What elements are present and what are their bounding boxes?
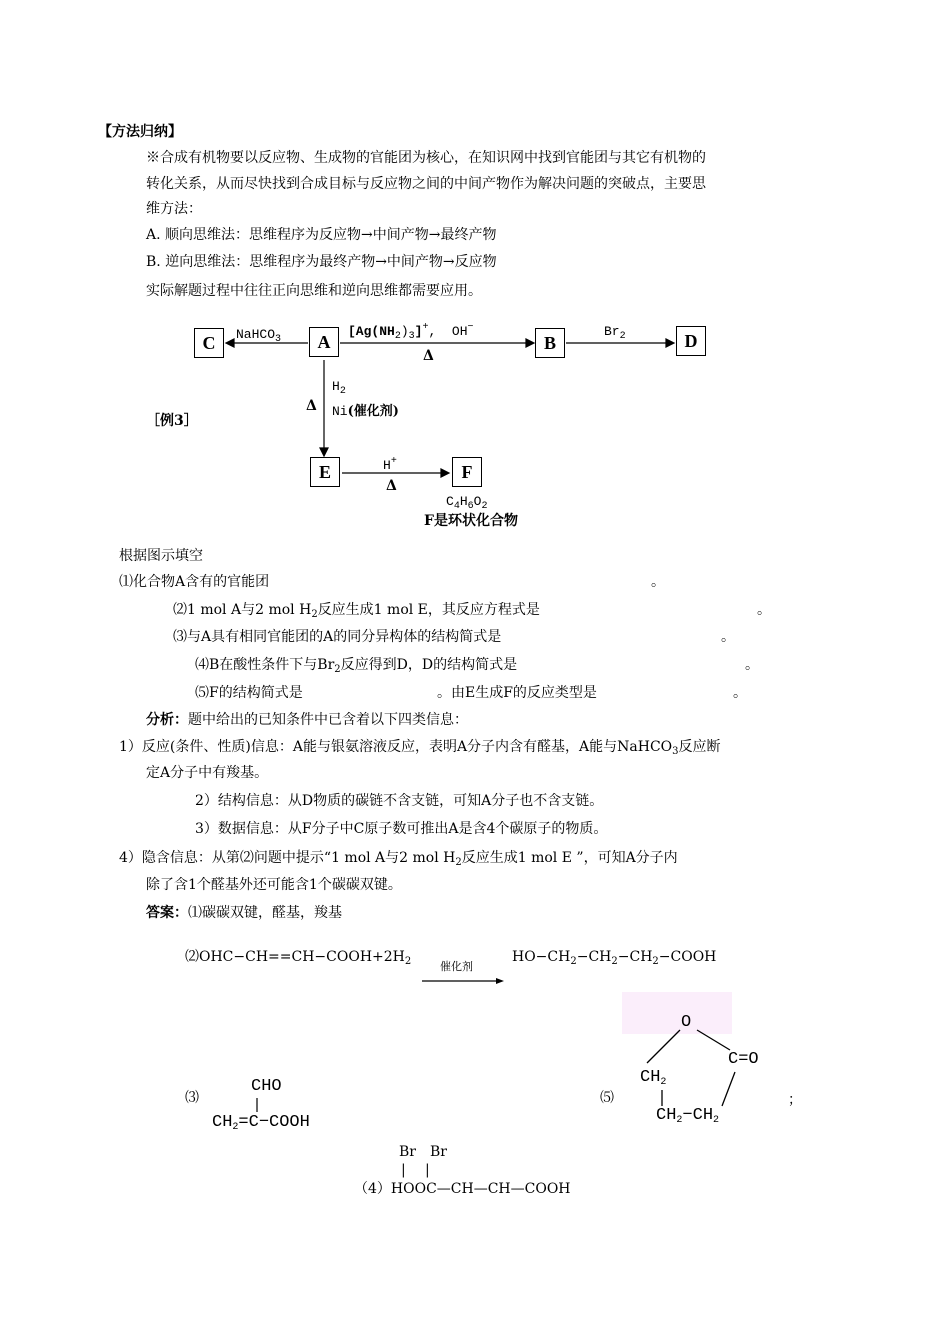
f-molecular-formula: $C_4H_6O_2$ <box>446 494 488 512</box>
compound-f-box: F <box>452 457 482 487</box>
analysis-point-2: 2）结构信息：从D物质的碳链不含支链，可知A分子也不含支链。 <box>195 793 604 809</box>
method-b: B. 逆向思维法：思维程序为最终产物→中间产物→反应物 <box>146 254 497 270</box>
answer-4-br-2: Br <box>430 1144 447 1160</box>
question-3-end: 。 <box>721 629 735 645</box>
answer-5-semicolon: ； <box>788 1092 802 1108</box>
analysis-point-3: 3）数据信息：从F分子中C原子数可推出A是含4个碳原子的物质。 <box>195 821 608 837</box>
reagent-h2: $H_2$ <box>332 379 346 397</box>
answer-3-cho: CHO <box>251 1077 282 1096</box>
question-5b: 。由E生成F的反应类型是 <box>437 685 597 701</box>
intro-line-1: ※合成有机物要以反应物、生成物的官能团为核心，在知识网中找到官能团与其它有机物的 <box>146 150 706 166</box>
analysis-point-4-cont: 除了含1个醛基外还可能含1个碳碳双键。 <box>146 877 402 893</box>
answer-5-label: ⑸ <box>600 1090 614 1106</box>
heat-symbol-ab: Δ <box>423 348 434 364</box>
answer-1: 答案：⑴碳碳双键，醛基，羧基 <box>146 905 342 921</box>
question-5-end: 。 <box>733 685 747 701</box>
compound-e-box: E <box>310 457 340 487</box>
answer-3-label: ⑶ <box>185 1090 199 1106</box>
method-a: A. 顺向思维法：思维程序为反应物→中间产物→最终产物 <box>146 227 497 243</box>
answer-4-bond-1: | <box>401 1162 406 1178</box>
reagent-a-to-b: $[Ag(NH_2)_3]^+$, OH− <box>348 322 474 342</box>
question-3: ⑶与A具有相同官能团的A的同分异构体的结构简式是 <box>173 629 502 645</box>
answer-4-br-1: Br <box>399 1144 416 1160</box>
answer-5-ch2-bottom: $CH_2-CH_2$ <box>656 1106 720 1126</box>
compound-d-box: D <box>676 326 706 356</box>
question-2-end: 。 <box>757 602 771 618</box>
fill-prompt: 根据图示填空 <box>119 548 203 564</box>
intro-line-2: 转化关系，从而尽快找到合成目标与反应物之间的中间产物作为解决问题的突破点，主要思 <box>146 176 706 192</box>
heat-symbol-ef: Δ <box>386 478 397 494</box>
answer-2-reactants: $⑵OHC-CH==CH-COOH+2H_2$ <box>185 949 412 967</box>
question-1: ⑴化合物A含有的官能团 <box>119 574 270 590</box>
answer-3-chain: $CH_2=C-COOH$ <box>212 1113 310 1133</box>
intro-line-3: 维方法： <box>146 201 202 217</box>
analysis-point-1-cont: 定A分子中有羧基。 <box>146 765 269 781</box>
answer-4-formula: （4）HOOC—CH—CH—COOH <box>354 1181 571 1197</box>
analysis-point-1: 1）反应(条件、性质)信息：A能与银氨溶液反应，表明A分子内含有醛基，A能与NaHCO$_3$反应断 <box>119 739 721 757</box>
method-note: 实际解题过程中往往正向思维和逆向思维都需要应用。 <box>146 283 482 299</box>
answer-5-ch2-left: $CH_2$ <box>640 1068 667 1088</box>
answer-2-product: $HO-CH_2-CH_2-CH_2-COOH$ <box>512 949 717 967</box>
analysis-intro: 分析：题中给出的已知条件中已含着以下四类信息： <box>146 712 468 728</box>
reagent-ni-catalyst: Ni(催化剂) <box>332 404 399 419</box>
compound-b-box: B <box>535 328 565 358</box>
answer-2-catalyst: 催化剂 <box>440 960 473 973</box>
example-label: ［例3］ <box>146 413 198 429</box>
compound-c-box: C <box>194 328 224 358</box>
question-5a: ⑸F的结构简式是 <box>195 685 303 701</box>
heat-symbol-ae: Δ <box>306 398 317 414</box>
question-2: ⑵1 mol A与2 mol $H_2$反应生成1 mol E，其反应方程式是 <box>173 602 540 620</box>
reagent-b-to-d: $Br_2$ <box>604 324 626 342</box>
f-cyclic-note: F是环状化合物 <box>424 513 518 529</box>
question-4: ⑷B在酸性条件下与$Br_2$反应得到D，D的结构简式是 <box>195 657 518 675</box>
analysis-point-4: 4）隐含信息：从第⑵问题中提示“1 mol A与2 mol $H_2$反应生成1 mol E ”，可知A分子内 <box>119 850 678 868</box>
answer-5-carbonyl: C=O <box>728 1050 759 1069</box>
answer-4-bond-2: | <box>425 1162 430 1178</box>
question-1-end: 。 <box>651 574 665 590</box>
section-heading: 【方法归纳】 <box>98 124 182 140</box>
compound-a-box: A <box>309 327 339 357</box>
reagent-e-to-f: H+ <box>383 456 397 473</box>
answer-5-oxygen: O <box>681 1013 692 1032</box>
question-4-end: 。 <box>745 657 759 673</box>
reagent-a-to-c: NaHCO$_3$ <box>236 327 282 345</box>
